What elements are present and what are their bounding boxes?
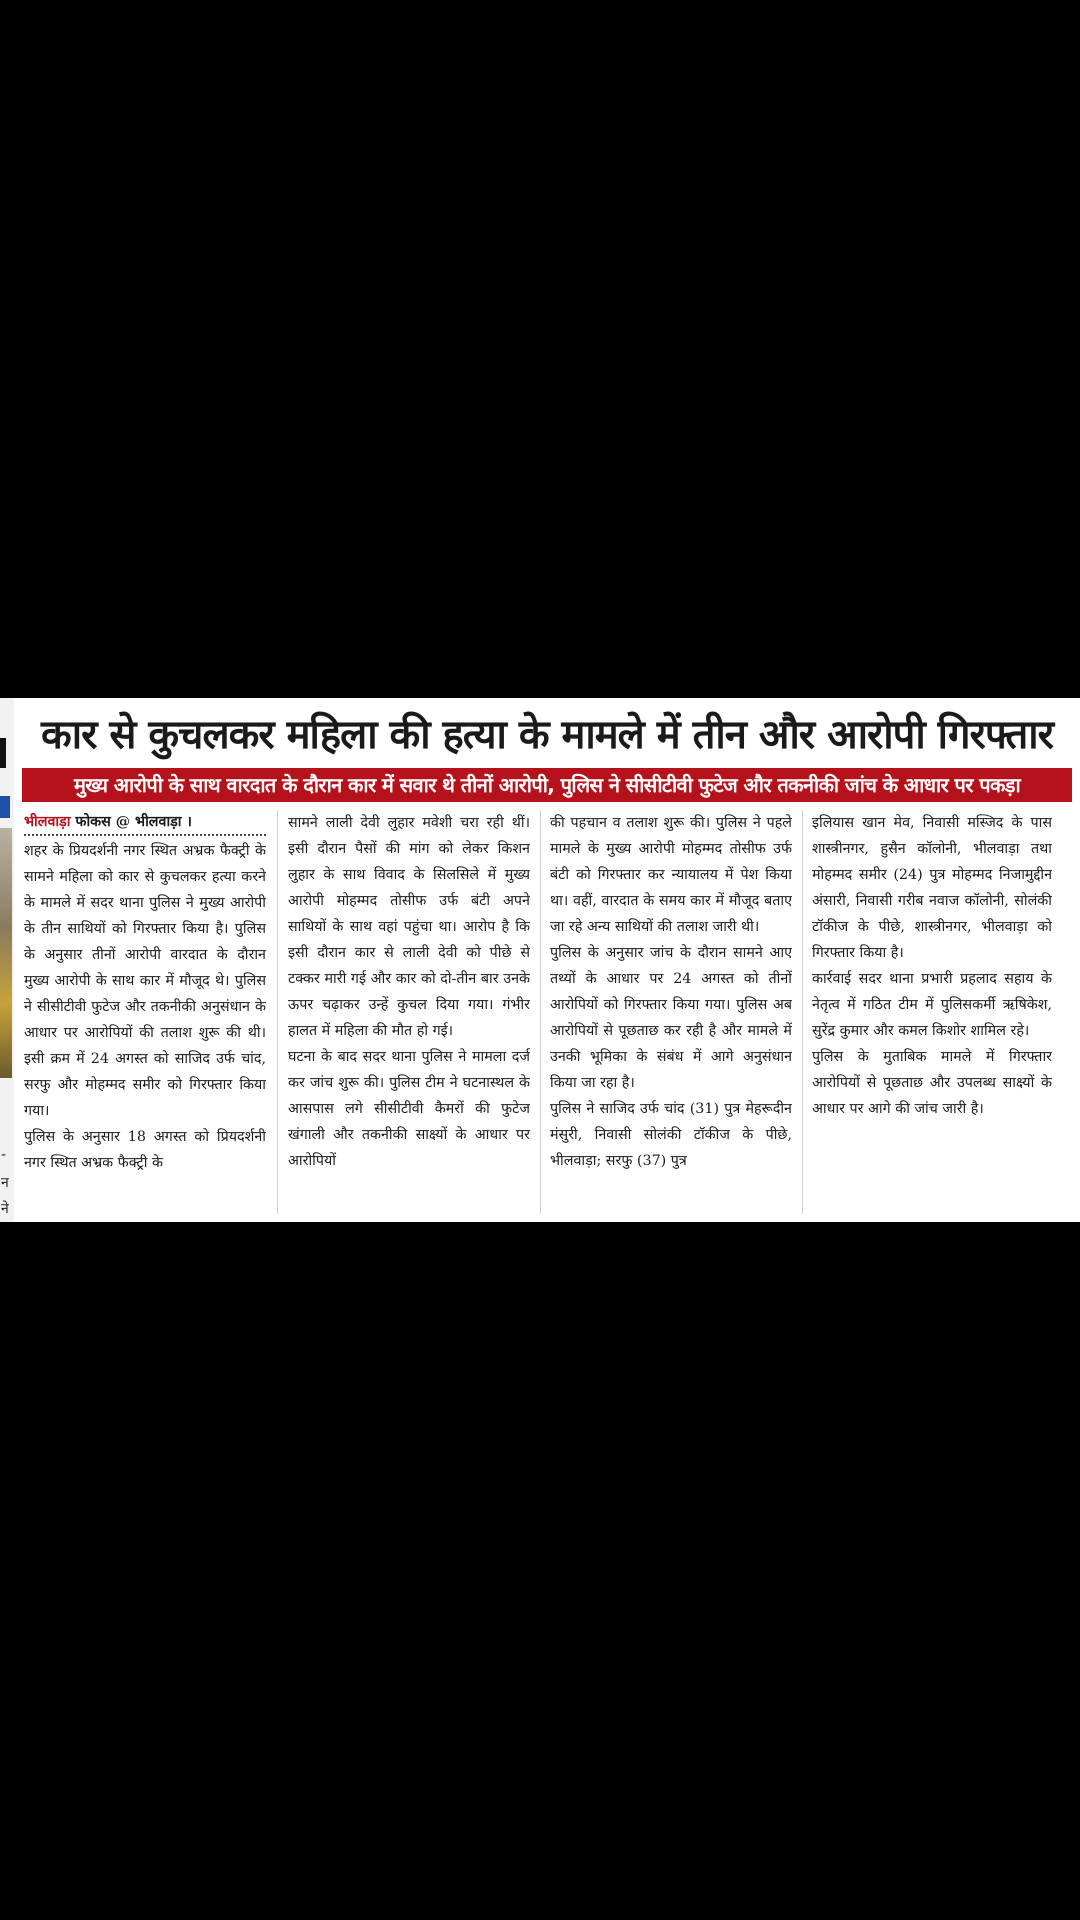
column-divider bbox=[277, 810, 278, 1214]
paragraph: पुलिस के अनुसार जांच के दौरान सामने आए तथ्यों के आधार पर 24 अगस्त को तीनों आरोपियों को गिरफ्तार किया गया। पुलिस अब आरोपियों से पूछताछ कर रही है और मामले में उनकी भूमिका के संबंध में आगे अनुसंधान किया जा रहा है। bbox=[550, 945, 792, 1091]
dateline-place: भीलवाड़ा bbox=[24, 814, 71, 830]
paragraph: पुलिस ने साजिद उर्फ चांद (31) पुत्र मेहरूदीन मंसुरी, निवासी सोलंकी टॉकीज के पीछे, भीलवाड़ा; सरफु (37) पुत्र bbox=[550, 1101, 792, 1169]
paragraph: की पहचान व तलाश शुरू की। पुलिस ने पहले मामले के मुख्य आरोपी मोहम्मद तोसीफ उर्फ बंटी को गिरफ्तार कर न्यायालय में पेश किया था। वहीं, वारदात के समय कार में मौजूद बताए जा रहे अन्य साथियों की तलाश जारी थी। bbox=[550, 815, 792, 935]
column-divider bbox=[540, 810, 541, 1214]
edge-photo-fragment bbox=[0, 828, 12, 1078]
article-body bbox=[24, 810, 1052, 1214]
paragraph: घटना के बाद सदर थाना पुलिस ने मामला दर्ज कर जांच शुरू की। पुलिस टीम ने घटनास्थल के आसपास लगे सीसीटीवी कैमरों की फुटेज खंगाली और तकनीकी साक्ष्यों के आधार पर आरोपियों bbox=[288, 1049, 530, 1169]
dateline-source: फोकस @ भीलवाड़ा । bbox=[70, 814, 192, 830]
paragraph: कार्रवाई सदर थाना प्रभारी प्रहलाद सहाय के नेतृत्व में गठित टीम में पुलिसकर्मी ऋषिकेश, सुरेंद्र कुमार और कमल किशोर शामिल रहे। bbox=[812, 971, 1052, 1039]
article-subheadline: मुख्य आरोपी के साथ वारदात के दौरान कार में सवार थे तीनों आरोपी, पुलिस ने सीसीटीवी फुटेज और तकनीकी जांच के आधार पर पकड़ा bbox=[22, 768, 1072, 802]
dateline bbox=[24, 810, 266, 836]
paragraph: पुलिस के अनुसार 18 अगस्त को प्रियदर्शनी नगर स्थित अभ्रक फैक्ट्री के bbox=[24, 1129, 266, 1171]
column-divider bbox=[802, 810, 803, 1214]
article-column-4 bbox=[812, 810, 1052, 1214]
newspaper-clipping bbox=[0, 698, 1080, 1222]
edge-blue-block bbox=[0, 796, 10, 818]
paragraph: सामने लाली देवी लुहार मवेशी चरा रही थीं। इसी दौरान पैसों की मांग को लेकर किशन लुहार के साथ विवाद के सिलसिले में मुख्य आरोपी मोहम्मद तोसीफ उर्फ बंटी अपने साथियों के साथ वहां पहुंचा था। आरोप है कि इसी दौरान कार से लाली देवी को पीछे से टक्कर मारी गई और कार को दो-तीन बार उनके ऊपर चढ़ाकर उन्हें कुचल दिया गया। गंभीर हालत में महिला की मौत हो गई। bbox=[288, 815, 530, 1039]
edge-text-fragment: न bbox=[1, 1175, 9, 1191]
article-headline: कार से कुचलकर महिला की हत्या के मामले में तीन और आरोपी गिरफ्तार bbox=[41, 712, 1053, 758]
edge-mark bbox=[0, 738, 6, 768]
article-column-2 bbox=[288, 810, 530, 1214]
edge-text-fragment: ने bbox=[1, 1201, 9, 1217]
edge-text-fragment: - bbox=[1, 1147, 7, 1163]
paragraph: शहर के प्रियदर्शनी नगर स्थित अभ्रक फैक्ट्री के सामने महिला को कार से कुचलकर हत्या करने के मामले में सदर थाना पुलिस ने मुख्य आरोपी के तीन साथियों को गिरफ्तार किया है। पुलिस के अनुसार तीनों आरोपी वारदात के दौरान मुख्य आरोपी के साथ कार में मौजूद थे। पुलिस ने सीसीटीवी फुटेज और तकनीकी अनुसंधान के आधार पर आरोपियों की तलाश शुरू की थी। इसी क्रम में 24 अगस्त को साजिद उर्फ चांद, सरफु और मोहम्मद समीर को गिरफ्तार किया गया। bbox=[24, 843, 266, 1119]
adjacent-article-edge bbox=[0, 698, 14, 1222]
article-column-1 bbox=[24, 810, 266, 1214]
paragraph: पुलिस के मुताबिक मामले में गिरफ्तार आरोपियों से पूछताछ और उपलब्ध साक्ष्यों के आधार पर आगे की जांच जारी है। bbox=[812, 1049, 1052, 1117]
paragraph: इलियास खान मेव, निवासी मस्जिद के पास शास्त्रीनगर, हुसैन कॉलोनी, भीलवाड़ा तथा मोहम्मद समीर (24) पुत्र मोहम्मद निजामुद्दीन अंसारी, निवासी गरीब नवाज कॉलोनी, सोलंकी टॉकीज के पीछे, शास्त्रीनगर, भीलवाड़ा को गिरफ्तार किया है। bbox=[812, 815, 1052, 961]
article-column-3 bbox=[550, 810, 792, 1214]
